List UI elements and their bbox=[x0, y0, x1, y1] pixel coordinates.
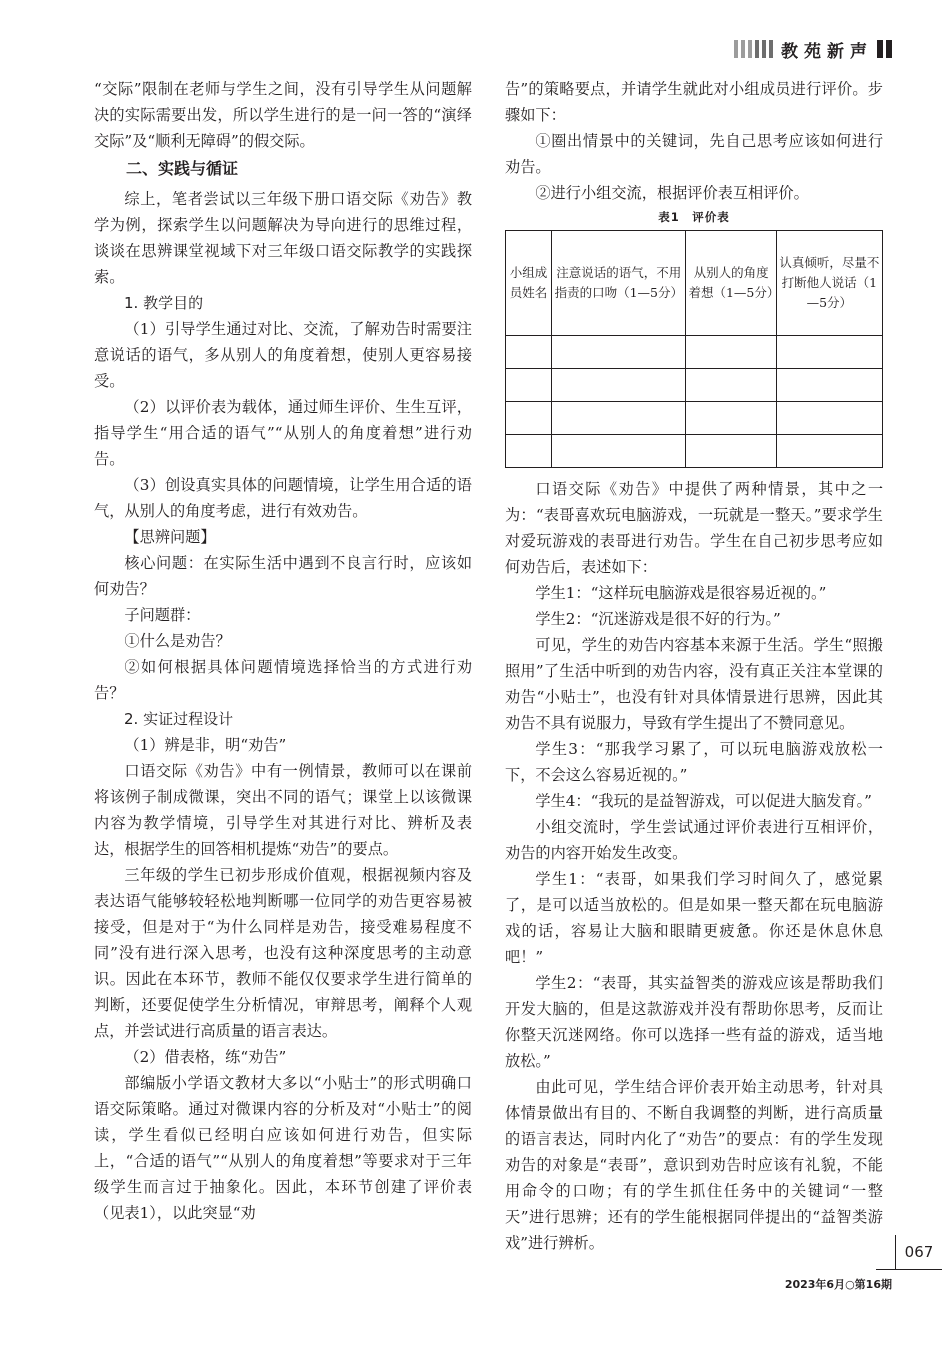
table-cell bbox=[776, 402, 882, 435]
question-label: 【思辨问题】 bbox=[124, 528, 216, 546]
column-title: 教苑新声 bbox=[781, 41, 873, 62]
paragraph: 小组交流时，学生尝试通过评价表进行互相评价，劝告的内容开始发生改变。 bbox=[505, 818, 883, 862]
table-caption: 表1 评价表 bbox=[658, 210, 730, 224]
subheading-goals: 1. 教学目的 bbox=[124, 294, 204, 312]
paragraph: 由此可见，学生结合评价表开始主动思考，针对具体情景做出有目的、不断自我调整的判断，进行高质量的语言表达，同时内化了“劝告”的要点：有的学生发现劝告的对象是“表哥”，意识到劝告时应该有礼貌，不能用命令的口吻；有的学生抓住任务中的关键词“一整天”进行思辨；还有的学生能根据同伴提出的“益智类游戏”进行辨析。 bbox=[505, 1078, 883, 1252]
sub-question: ②如何根据具体问题情境选择恰当的方式进行劝告？ bbox=[94, 658, 472, 702]
table-cell bbox=[776, 435, 882, 468]
table-header-cell: 从别人的角度着想（1—5分） bbox=[686, 231, 776, 336]
paragraph: 三年级的学生已初步形成价值观，根据视频内容及表达语气能够较轻松地判断哪一位同学的劝告更容易被接受，但是对于“为什么同样是劝告，接受难易程度不同”没有进行深入思考，也没有这种深度思考的主动意识。因此在本环节，教师不能仅仅要求学生进行简单的判断，还要促使学生分析情况，审辩思考，阐释个人观点，并尝试进行高质量的语言表达。 bbox=[94, 866, 472, 1040]
paragraph: 口语交际《劝告》中有一例情景，教师可以在课前将该例子制成微课，突出不同的语气；课堂上以该微课内容为教学情境，引导学生对其进行对比、辨析及表达，根据学生的回答相机提炼“劝告”的要点。 bbox=[94, 762, 472, 858]
paragraph: 综上，笔者尝试以三年级下册口语交际《劝告》教学为例，探索学生以问题解决为导向进行的思维过程，谈谈在思辨课堂视域下对三年级口语交际教学的实践探索。 bbox=[94, 190, 472, 286]
table-cell bbox=[552, 369, 686, 402]
table-row bbox=[506, 369, 883, 402]
goal-item: （2）以评价表为载体，通过师生评价、生生互评，指导学生“用合适的语气”“从别人的角度着想”进行劝告。 bbox=[94, 398, 472, 468]
table-header-row bbox=[506, 231, 883, 336]
table-cell bbox=[506, 435, 552, 468]
table-cell bbox=[552, 435, 686, 468]
subheading-design: 2. 实证过程设计 bbox=[124, 710, 234, 728]
student-quote: 学生2：“表哥，其实益智类的游戏应该是帮助我们开发大脑的，但是这款游戏并没有帮助你思考，反而让你整天沉迷网络。你可以选择一些有益的游戏，适当地放松。” bbox=[505, 974, 883, 1070]
goal-item: （1）引导学生通过对比、交流，了解劝告时需要注意说话的语气，多从别人的角度着想，使别人更容易接受。 bbox=[94, 320, 472, 390]
sub-question: ①什么是劝告？ bbox=[124, 632, 231, 650]
issue-label: 2023年6月○第16期 bbox=[784, 1278, 892, 1291]
student-quote: 学生1：“表哥，如果我们学习时间久了，感觉累了，是可以适当放松的。但是如果一整天都在玩电脑游戏的话，容易让大脑和眼睛更疲惫。你还是休息休息吧！” bbox=[505, 870, 883, 966]
table-cell bbox=[552, 402, 686, 435]
table-header-cell: 小组成员姓名 bbox=[506, 231, 552, 336]
table-header-cell: 认真倾听，尽量不打断他人说话（1—5分） bbox=[776, 231, 882, 336]
step-item: ①圈出情景中的关键词，先自己思考应该如何进行劝告。 bbox=[505, 132, 883, 176]
left-column bbox=[94, 76, 472, 1226]
header-decoration-bars-dark bbox=[877, 40, 892, 58]
core-question: 核心问题：在实际生活中遇到不良言行时，应该如何劝告？ bbox=[94, 554, 472, 598]
section-heading: 二、实践与循证 bbox=[126, 159, 239, 178]
student-quote: 学生4：“我玩的是益智游戏，可以促进大脑发育。” bbox=[535, 792, 872, 810]
step-item: ②进行小组交流，根据评价表互相评价。 bbox=[535, 184, 809, 202]
paragraph: 口语交际《劝告》中提供了两种情景，其中之一为：“表哥喜欢玩电脑游戏，一玩就是一整天。”要求学生对爱玩游戏的表哥进行劝告。学生在自己初步思考应如何劝告后，表述如下： bbox=[505, 480, 883, 576]
table-cell bbox=[776, 369, 882, 402]
table-row bbox=[506, 336, 883, 369]
page-number: 067 bbox=[895, 1235, 942, 1269]
paragraph: 可见，学生的劝告内容基本来源于生活。学生“照搬照用”了生活中听到的劝告内容，没有真正关注本堂课的劝告“小贴士”，也没有针对具体情景进行思辨，因此其劝告不具有说服力，导致有学生提出了不赞同意见。 bbox=[505, 636, 883, 732]
table-cell bbox=[686, 369, 776, 402]
table-cell bbox=[552, 336, 686, 369]
header-decoration-bars bbox=[734, 40, 773, 58]
footer-divider bbox=[876, 1269, 942, 1270]
page-header bbox=[734, 38, 892, 60]
table-cell bbox=[506, 369, 552, 402]
table-cell bbox=[686, 435, 776, 468]
evaluation-table bbox=[505, 230, 883, 468]
student-quote: 学生3：“那我学习累了，可以玩电脑游戏放松一下，不会这么容易近视的。” bbox=[505, 740, 883, 784]
goal-item: （3）创设真实具体的问题情境，让学生用合适的语气，从别人的角度考虑，进行有效劝告。 bbox=[94, 476, 472, 520]
table-cell bbox=[506, 402, 552, 435]
paragraph: “交际”限制在老师与学生之间，没有引导学生从问题解决的实际需要出发，所以学生进行的是一问一答的“演绎交际”及“顺利无障碍”的假交际。 bbox=[94, 80, 472, 150]
table-cell bbox=[686, 402, 776, 435]
table-cell bbox=[776, 336, 882, 369]
paragraph: 部编版小学语文教材大多以“小贴士”的形式明确口语交际策略。通过对微课内容的分析及对“小贴士”的阅读，学生看似已经明白应该如何进行劝告，但实际上，“合适的语气”“从别人的角度着想”等要求对于三年级学生而言过于抽象化。因此，本环节创建了评价表（见表1），以此突显“劝 bbox=[94, 1074, 472, 1222]
student-quote: 学生1：“这样玩电脑游戏是很容易近视的。” bbox=[535, 584, 827, 602]
student-quote: 学生2：“沉迷游戏是很不好的行为。” bbox=[535, 610, 781, 628]
table-cell bbox=[686, 336, 776, 369]
table-header-cell: 注意说话的语气，不用指责的口吻（1—5分） bbox=[552, 231, 686, 336]
table-row bbox=[506, 402, 883, 435]
paragraph: 告”的策略要点，并请学生就此对小组成员进行评价。步骤如下： bbox=[505, 80, 883, 124]
right-column bbox=[505, 76, 883, 1256]
table-row bbox=[506, 435, 883, 468]
sub-question-label: 子问题群： bbox=[124, 606, 201, 624]
step-title: （1）辨是非，明“劝告” bbox=[124, 736, 287, 754]
table-cell bbox=[506, 336, 552, 369]
step-title: （2）借表格，练“劝告” bbox=[124, 1048, 287, 1066]
